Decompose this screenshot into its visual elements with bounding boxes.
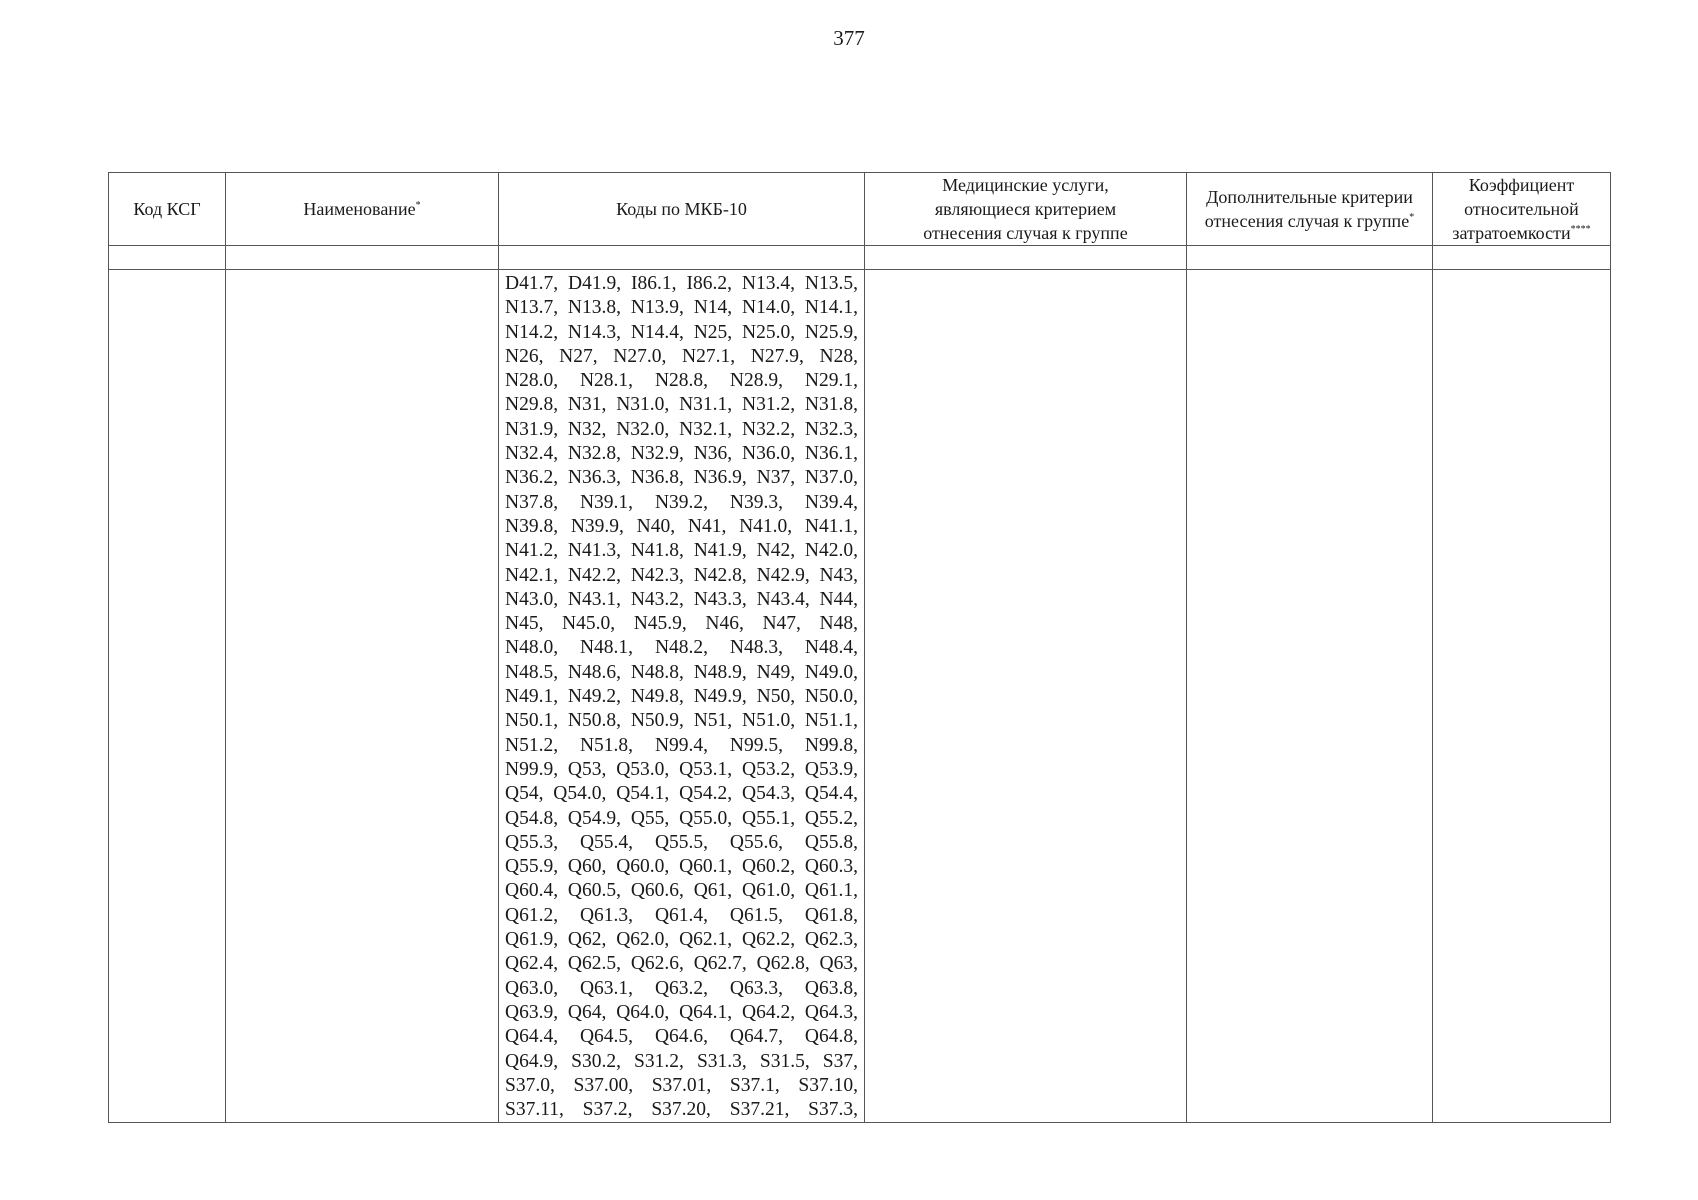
icd-code: S37.3, [808, 1099, 858, 1121]
icd-code: N99.4, [654, 734, 709, 756]
icd-code: Q60, [567, 856, 607, 878]
table-cell [1187, 246, 1433, 270]
icd-code: N42.2, [567, 564, 621, 586]
icd-code-line [505, 515, 858, 539]
header-label: Код КСГ [133, 199, 201, 219]
icd-code-line [505, 855, 858, 879]
icd-code: Q62.7, [693, 953, 747, 975]
icd-code: N13.9, [630, 297, 684, 319]
icd-code: Q55.9, [505, 856, 559, 878]
icd-code: N41, [687, 515, 727, 537]
icd-code: N41.2, [505, 540, 559, 562]
icd-code: Q64.0, [616, 1001, 670, 1023]
icd-code: I86.2, [686, 273, 732, 294]
icd-code-line [505, 879, 858, 903]
icd-code: Q54.2, [679, 783, 733, 805]
icd-code: N51.1, [804, 710, 858, 732]
icd-code: N36.0, [742, 443, 796, 465]
icd-code-line [505, 928, 858, 952]
icd-code: N36.3, [567, 467, 621, 489]
icd-code: Q53.9, [804, 758, 858, 780]
icd-code: Q62.5, [567, 953, 621, 975]
icd-code: N14.1, [804, 297, 858, 319]
header-ksg-code [109, 173, 226, 246]
icd-code: Q54.9, [567, 807, 621, 829]
icd-code: N27, [559, 345, 598, 367]
icd-code: Q61.8, [804, 904, 858, 926]
icd-code: Q55.3, [505, 831, 559, 853]
icd-code-line [505, 1001, 858, 1025]
icd-code: N50.8, [567, 710, 621, 732]
icd-code: Q54.1, [616, 783, 670, 805]
icd-code: N25.9, [804, 321, 858, 343]
icd-code: Q60.6, [630, 880, 684, 902]
icd-code: N32.2, [742, 418, 796, 440]
icd-code: N27.9, [750, 345, 804, 367]
icd-code-line [505, 709, 858, 733]
icd-code: N42.8, [693, 564, 747, 586]
icd-code: N50.9, [630, 710, 684, 732]
icd-code: N13.5, [804, 273, 858, 294]
icd-code: Q60.4, [505, 880, 559, 902]
table-cell [109, 246, 226, 270]
icd-code: N14.3, [567, 321, 621, 343]
icd-code-line [505, 807, 858, 831]
icd-code: N43.1, [567, 588, 621, 610]
icd-code: N48.0, [505, 637, 559, 659]
icd-code: Q53.0, [616, 758, 670, 780]
icd-code: N28.8, [654, 370, 709, 392]
icd-code-line [505, 636, 858, 660]
icd-code: Q61.3, [579, 904, 634, 926]
icd-code: N47, [762, 613, 801, 635]
icd-code: S37.01, [651, 1074, 712, 1096]
icd-code-line [505, 539, 858, 563]
icd-code: N41.9, [693, 540, 747, 562]
icd-code: N43.4, [756, 588, 810, 610]
icd-code: N37.8, [505, 491, 559, 513]
icd-code: D41.7, [505, 273, 559, 294]
icd-code: Q60.5, [567, 880, 621, 902]
icd-code-line [505, 369, 858, 393]
icd-code-line [505, 588, 858, 612]
icd-code: N39.2, [654, 491, 709, 513]
icd-code: N43.3, [693, 588, 747, 610]
icd-code: N25, [693, 321, 733, 343]
icd-code: N49.8, [630, 686, 684, 708]
icd-code: Q63, [819, 953, 858, 975]
icd-code: N41.1, [804, 515, 858, 537]
header-label: Коды по МКБ-10 [616, 199, 747, 219]
icd-code: N49.2, [567, 686, 621, 708]
icd-code: N13.8, [567, 297, 621, 319]
icd-code-line [505, 977, 858, 1001]
icd-code: N36.8, [630, 467, 684, 489]
icd-code: Q62, [567, 929, 607, 951]
icd-code: S37.11, [505, 1099, 564, 1121]
footnote-mark: * [415, 200, 421, 211]
icd-code: Q53, [567, 758, 607, 780]
icd-code: N46, [705, 613, 744, 635]
icd-code: N39.3, [729, 491, 783, 513]
icd-code: S31.5, [759, 1050, 810, 1072]
icd-code: N99.9, [505, 758, 559, 780]
icd-code: N32.9, [630, 443, 684, 465]
icd-code: S37, [822, 1050, 858, 1072]
icd-code: N41.3, [567, 540, 621, 562]
icd-code: Q60.0, [616, 856, 670, 878]
icd-code: Q62.1, [679, 929, 733, 951]
icd-code: Q53.2, [742, 758, 796, 780]
icd-code-line [505, 758, 858, 782]
services-cell [865, 270, 1187, 1123]
header-label: Наименование [303, 199, 416, 219]
icd-code: Q63.1, [579, 977, 634, 999]
icd-code-line [505, 904, 858, 928]
icd-code: N44, [819, 588, 858, 610]
icd-code: N39.8, [505, 515, 559, 537]
icd-code: N26, [505, 345, 544, 367]
icd-code: N45.0, [562, 613, 616, 635]
icd-code: Q60.3, [804, 856, 858, 878]
icd-code: S37.21, [729, 1099, 790, 1121]
icd-code: Q64.1, [679, 1001, 733, 1023]
icd-code-line [505, 296, 858, 320]
icd-code: Q55.1, [742, 807, 796, 829]
icd-code: S30.2, [571, 1050, 621, 1072]
icd-code: N31.0, [616, 394, 670, 416]
icd-code: S37.1, [729, 1074, 780, 1096]
footnote-mark: * [1409, 212, 1415, 223]
icd-code: Q54.8, [505, 807, 559, 829]
icd-code: Q54.0, [553, 783, 607, 805]
icd-code-line [505, 1074, 858, 1098]
icd-code: Q61.4, [654, 904, 709, 926]
icd-code-line [505, 272, 858, 296]
icd-code: S31.2, [634, 1050, 684, 1072]
header-icd-codes [499, 173, 865, 246]
icd-code: Q61, [693, 880, 733, 902]
icd-code: Q61.9, [505, 929, 559, 951]
icd-code: N14.4, [630, 321, 684, 343]
icd-code: D41.9, [568, 273, 622, 294]
icd-code: S31.3, [696, 1050, 747, 1072]
icd-code: N48.8, [630, 661, 684, 683]
icd-code: N13.7, [505, 297, 559, 319]
icd-code: Q63.0, [505, 977, 559, 999]
icd-code: N49.0, [804, 661, 858, 683]
icd-code: N25.0, [742, 321, 796, 343]
icd-code: N29.1, [804, 370, 858, 392]
icd-code: Q55.5, [654, 831, 709, 853]
icd-code-line [505, 564, 858, 588]
icd-code: N48, [819, 613, 858, 635]
icd-code: Q64.8, [804, 1026, 858, 1048]
header-medical-services [865, 173, 1187, 246]
icd-code: Q60.2, [742, 856, 796, 878]
icd-code: N31.8, [804, 394, 858, 416]
icd-code: Q55.0, [679, 807, 733, 829]
page-number: 377 [833, 26, 865, 50]
header-label: Коэффициент относительной затратоемкости [1452, 175, 1579, 243]
icd-code: N27.0, [613, 345, 667, 367]
icd-code-line [505, 1050, 858, 1074]
icd-code: N43.0, [505, 588, 559, 610]
icd-code: N48.1, [579, 637, 634, 659]
icd-code: N48.4, [804, 637, 858, 659]
icd-code: N41.0, [739, 515, 793, 537]
icd-code: Q64.4, [505, 1026, 559, 1048]
icd-code: S37.20, [651, 1099, 711, 1121]
icd-code: N51.2, [505, 734, 559, 756]
icd-code: N50, [756, 686, 796, 708]
icd-code: N39.4, [804, 491, 858, 513]
icd-code: N39.9, [570, 515, 624, 537]
icd-code: Q55.8, [804, 831, 858, 853]
numbering-row [109, 246, 1611, 270]
icd-code: N42.9, [756, 564, 810, 586]
icd-code: N31.2, [742, 394, 796, 416]
coefficient-cell [1433, 270, 1611, 1123]
icd-code: Q63.9, [505, 1001, 559, 1023]
header-label: Медицинские услуги, являющиеся критерием отнесения случая к группе [923, 175, 1128, 243]
icd-code-line [505, 612, 858, 636]
table-row [109, 270, 1611, 1123]
icd-code: Q61.1, [804, 880, 858, 902]
footnote-mark: **** [1570, 224, 1591, 235]
table-cell [1433, 246, 1611, 270]
icd-code: N50.0, [804, 686, 858, 708]
icd-code-line [505, 321, 858, 345]
icd-code: N32.4, [505, 443, 559, 465]
icd-code: N49.9, [693, 686, 747, 708]
icd-code: N51.0, [742, 710, 796, 732]
icd-code: N36, [693, 443, 733, 465]
icd-code: S37.00, [573, 1074, 634, 1096]
icd-code: Q64.9, [505, 1050, 559, 1072]
icd-code: N99.8, [804, 734, 858, 756]
header-row [109, 173, 1611, 246]
icd-code: N43, [819, 564, 858, 586]
icd-code: N36.1, [804, 443, 858, 465]
icd-code: N14.0, [742, 297, 796, 319]
icd-code-line [505, 782, 858, 806]
icd-code: Q62.2, [742, 929, 796, 951]
icd-code-line [505, 442, 858, 466]
icd-code-line [505, 393, 858, 417]
icd-code: N42, [756, 540, 796, 562]
icd-code: Q55.4, [579, 831, 634, 853]
icd-code: Q53.1, [679, 758, 733, 780]
icd-code: Q62.4, [505, 953, 559, 975]
icd-code: Q55, [630, 807, 670, 829]
table-cell [226, 246, 499, 270]
icd-code: N28.9, [729, 370, 783, 392]
icd-code: Q54.3, [742, 783, 796, 805]
icd-code: N37.0, [804, 467, 858, 489]
icd-code: N32.1, [679, 418, 733, 440]
icd-code: N37, [756, 467, 796, 489]
icd-code: N42.3, [630, 564, 684, 586]
additional-criteria-cell [1187, 270, 1433, 1123]
icd-code-line [505, 661, 858, 685]
name-cell [226, 270, 499, 1123]
icd-code: Q64.5, [579, 1026, 634, 1048]
icd-code: N36.2, [505, 467, 559, 489]
icd-code: Q64.6, [654, 1026, 709, 1048]
icd-code: Q55.2, [804, 807, 858, 829]
icd-code: Q63.3, [729, 977, 783, 999]
icd-code: Q62.3, [804, 929, 858, 951]
icd-code: N27.1, [682, 345, 736, 367]
header-additional-criteria [1187, 173, 1433, 246]
icd-code-line [505, 491, 858, 515]
icd-code: N32.3, [804, 418, 858, 440]
icd-code-line [505, 345, 858, 369]
header-label: Дополнительные критерии отнесения случая к группе [1204, 187, 1413, 231]
icd-code-line [505, 831, 858, 855]
icd-code: S37.10, [798, 1074, 858, 1096]
icd-code: N43.2, [630, 588, 684, 610]
icd-code: N48.6, [567, 661, 621, 683]
icd-code: Q55.6, [729, 831, 783, 853]
icd-code-line [505, 1025, 858, 1049]
icd-code: N14, [693, 297, 733, 319]
icd-code: N31.1, [679, 394, 733, 416]
icd-code: Q54, [505, 783, 544, 805]
icd-code: Q63.2, [654, 977, 709, 999]
icd-code-line [505, 734, 858, 758]
icd-code: N42.1, [505, 564, 559, 586]
icd-code: Q62.8, [756, 953, 810, 975]
icd-code: N51.8, [579, 734, 634, 756]
icd-code: N32, [567, 418, 607, 440]
icd-code: S37.0, [505, 1074, 555, 1096]
icd-code: N14.2, [505, 321, 559, 343]
icd-code: N48.3, [729, 637, 783, 659]
icd-code: N40, [636, 515, 676, 537]
icd-code: S37.2, [582, 1099, 633, 1121]
icd-code: N36.9, [693, 467, 747, 489]
icd-code: N45.9, [633, 613, 687, 635]
icd-code-line [505, 952, 858, 976]
ksg-code-cell [109, 270, 226, 1123]
icd-code: Q64.7, [729, 1026, 783, 1048]
icd-code: Q64.2, [742, 1001, 796, 1023]
header-name [226, 173, 499, 246]
icd-code: Q54.4, [804, 783, 858, 805]
icd-code-line [505, 685, 858, 709]
icd-code: Q61.2, [505, 904, 559, 926]
icd-code: N99.5, [729, 734, 783, 756]
icd-code: N49.1, [505, 686, 559, 708]
icd-code: N42.0, [804, 540, 858, 562]
header-coefficient [1433, 173, 1611, 246]
icd-code: N13.4, [741, 273, 795, 294]
icd-codes-cell [499, 270, 865, 1123]
ksg-table [108, 172, 1611, 1123]
icd-code: I86.1, [631, 273, 677, 294]
icd-code-line [505, 418, 858, 442]
icd-code: N32.8, [567, 443, 621, 465]
icd-code: Q61.5, [729, 904, 783, 926]
icd-code: Q62.0, [616, 929, 670, 951]
icd-code: N29.8, [505, 394, 559, 416]
icd-code: N28.1, [579, 370, 634, 392]
table-cell [499, 246, 865, 270]
icd-code: Q62.6, [630, 953, 684, 975]
icd-code: N31.9, [505, 418, 559, 440]
icd-code: N48.2, [654, 637, 709, 659]
table-cell [865, 246, 1187, 270]
icd-code: N28.0, [505, 370, 559, 392]
icd-code: N45, [505, 613, 544, 635]
icd-code-line [505, 466, 858, 490]
icd-code: N48.9, [693, 661, 747, 683]
icd-code: N49, [756, 661, 796, 683]
icd-code: N50.1, [505, 710, 559, 732]
icd-code: Q64, [567, 1001, 607, 1023]
icd-code-line [505, 1098, 858, 1122]
icd-code: Q64.3, [804, 1001, 858, 1023]
icd-code: N48.5, [505, 661, 559, 683]
icd-code: Q61.0, [742, 880, 796, 902]
icd-code: Q63.8, [804, 977, 858, 999]
icd-code: N51, [693, 710, 733, 732]
icd-code: N31, [567, 394, 607, 416]
icd-code: N32.0, [616, 418, 670, 440]
icd-code: N39.1, [579, 491, 634, 513]
icd-code: Q60.1, [679, 856, 733, 878]
icd-code: N28, [819, 345, 858, 367]
icd-code: N41.8, [630, 540, 684, 562]
